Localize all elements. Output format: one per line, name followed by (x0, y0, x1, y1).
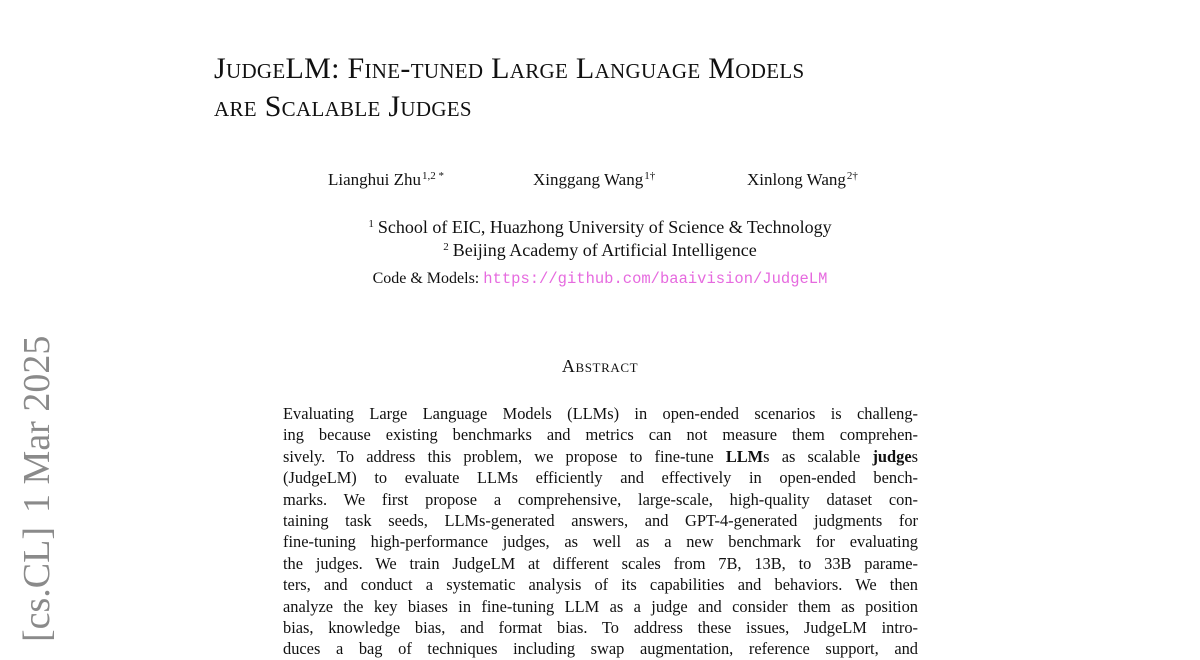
author-2 (533, 170, 655, 190)
author-name: Xinlong Wang (747, 170, 846, 189)
code-label: Code & Models: (372, 270, 480, 287)
arxiv-date: 1 Mar 2025 (16, 335, 58, 513)
author-name: Xinggang Wang (533, 170, 644, 189)
abstract-body (283, 403, 918, 660)
affiliation-mark: 1 (368, 218, 374, 230)
affiliation-text: School of EIC, Huazhong University of Science & Technology (377, 217, 832, 237)
abstract-bold-llm: LLM (725, 446, 764, 466)
code-models-line (0, 270, 1200, 288)
abstract-text: s (911, 446, 918, 466)
abstract-line (283, 446, 918, 467)
author-3 (747, 170, 858, 190)
abstract-line: taining task seeds, LLMs-generated answers, and GPT-4-generated judgments for (283, 510, 918, 530)
author-name: Lianghui Zhu (328, 170, 422, 189)
github-link[interactable]: https://github.com/baaivision/JudgeLM (483, 270, 828, 288)
abstract-line: bias, knowledge bias, and format bias. To address these issues, JudgeLM intro- (283, 617, 918, 637)
abstract-line: Evaluating Large Language Models (LLMs) in open-ended scenarios is challeng- (283, 404, 918, 423)
paper-title-line-1: JudgeLM: Fine-tuned Large Language Models (214, 52, 805, 85)
affiliation-mark: 2 (443, 241, 449, 253)
abstract-line: marks. We first propose a comprehensive, large-scale, high-quality dataset con- (283, 489, 918, 509)
author-marks: 2† (846, 170, 858, 182)
author-1 (328, 170, 444, 190)
abstract-line: (JudgeLM) to evaluate LLMs efficiently and effectively in open-ended bench- (283, 468, 918, 488)
abstract-line: ing because existing benchmarks and metrics can not measure them comprehen- (283, 425, 918, 445)
paper-title-line-2: are Scalable Judges (214, 90, 472, 123)
author-list (0, 170, 1200, 196)
abstract-line: fine-tuning high-performance judges, as well as a new benchmark for evaluating (283, 532, 918, 552)
paper-title (214, 50, 1034, 126)
abstract-text: s as scalable (763, 446, 873, 466)
abstract-heading: Abstract (561, 356, 639, 376)
affiliation-text: Beijing Academy of Artificial Intelligence (452, 240, 757, 260)
abstract-bold-judge: judge (872, 446, 912, 466)
author-marks: 1,2 * (422, 170, 445, 182)
arxiv-category: [cs.CL] (16, 526, 58, 642)
abstract-text: sively. To address this problem, we propose to fine-tune (283, 446, 726, 466)
abstract-line: duces a bag of techniques including swap augmentation, reference support, and (283, 639, 918, 659)
author-marks: 1† (644, 170, 656, 182)
abstract-line: the judges. We train JudgeLM at different scales from 7B, 13B, to 33B parame- (283, 553, 918, 573)
abstract-line: ters, and conduct a systematic analysis of its capabilities and behaviors. We then (283, 575, 918, 595)
affiliation-2 (0, 236, 1200, 262)
abstract-line: analyze the key biases in fine-tuning LLM as a judge and consider them as position (283, 596, 918, 616)
